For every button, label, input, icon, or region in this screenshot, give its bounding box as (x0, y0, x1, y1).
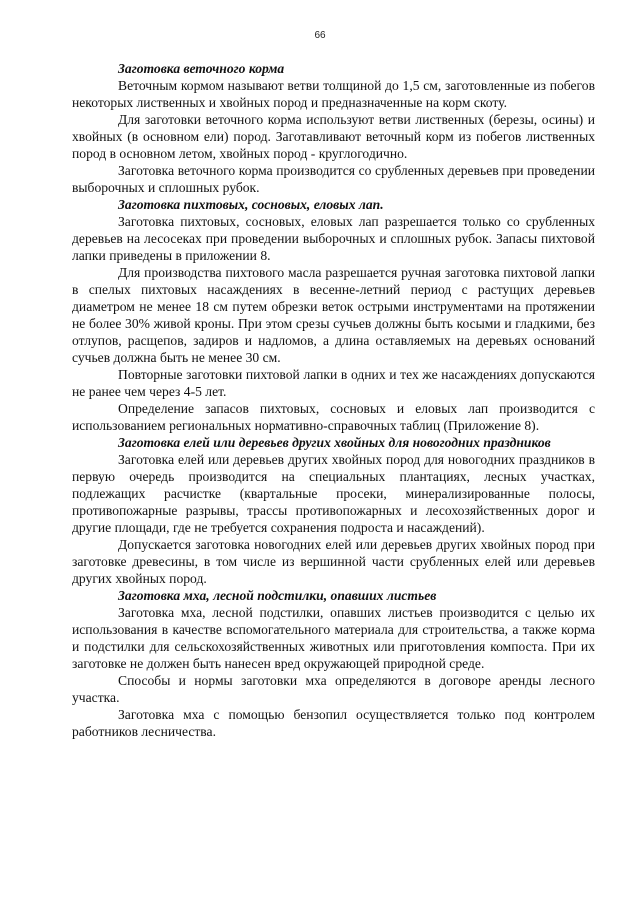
section-heading: Заготовка веточного корма (118, 61, 285, 76)
section-heading: Заготовка пихтовых, сосновых, еловых лап. (118, 197, 384, 212)
document-body (72, 60, 595, 740)
page-number: 66 (314, 30, 326, 41)
paragraph: Для производства пихтового масла разрешается ручная заготовка пихтовой лапки в спелых пихтовых насаждениях в весенне-летний период с растущих деревьев диаметром не менее 18 см путем обрезки веток острыми инструментами на протяжении не более 30% живой кроны. При этом срезы сучьев должны быть косыми и гладкими, без отлупов, расщепов, задиров и надломов, а длина оставляемых на деревьях оснований сучьев должна быть не менее 30 см. (72, 265, 595, 365)
paragraph: Заготовка пихтовых, сосновых, еловых лап разрешается только со срубленных деревьев на лесосеках при проведении выборочных и сплошных рубок. Запасы пихтовой лапки приведены в приложении 8. (72, 214, 595, 263)
paragraph: Допускается заготовка новогодних елей или деревьев других хвойных пород при заготовке древесины, в том числе из вершинной части срубленных елей или деревьев других хвойных пород. (72, 537, 595, 586)
paragraph: Заготовка елей или деревьев других хвойных пород для новогодних праздников в первую очередь производится на специальных плантациях, лесных участках, подлежащих расчистке (квартальные просеки, минерализированные полосы, противопожарные разрывы, трассы противопожарных и лесохозяйственных дорог и другие площади, где не требуется сохранения подроста и насаждений). (72, 452, 595, 535)
paragraph: Заготовка мха с помощью бензопил осуществляется только под контролем работников лесничества. (72, 707, 595, 739)
paragraph: Веточным кормом называют ветви толщиной до 1,5 см, заготовленные из побегов некоторых лиственных и хвойных пород и предназначенные на корм скоту. (72, 78, 595, 110)
paragraph: Заготовка мха, лесной подстилки, опавших листьев производится с целью их использования в качестве вспомогательного материала для строительства, а также корма и подстилки для сельскохозяйственных животных или приготовления компоста. При их заготовке не должен быть нанесен вред окружающей природной среде. (72, 605, 595, 671)
paragraph: Для заготовки веточного корма используют ветви лиственных (березы, осины) и хвойных (в основном ели) пород. Заготавливают веточный корм из побегов лиственных пород в основном летом, хвойных пород - круглогодично. (72, 112, 595, 161)
section-heading: Заготовка елей или деревьев других хвойных для новогодних праздников (118, 435, 551, 450)
paragraph: Повторные заготовки пихтовой лапки в одних и тех же насаждениях допускаются не ранее чем через 4-5 лет. (72, 367, 595, 399)
paragraph: Способы и нормы заготовки мха определяются в договоре аренды лесного участка. (72, 673, 595, 705)
paragraph: Определение запасов пихтовых, сосновых и еловых лап производится с использованием региональных нормативно-справочных таблиц (Приложение 8). (72, 401, 595, 433)
paragraph: Заготовка веточного корма производится со срубленных деревьев при проведении выборочных и сплошных рубок. (72, 163, 595, 195)
section-heading: Заготовка мха, лесной подстилки, опавших листьев (118, 588, 437, 603)
